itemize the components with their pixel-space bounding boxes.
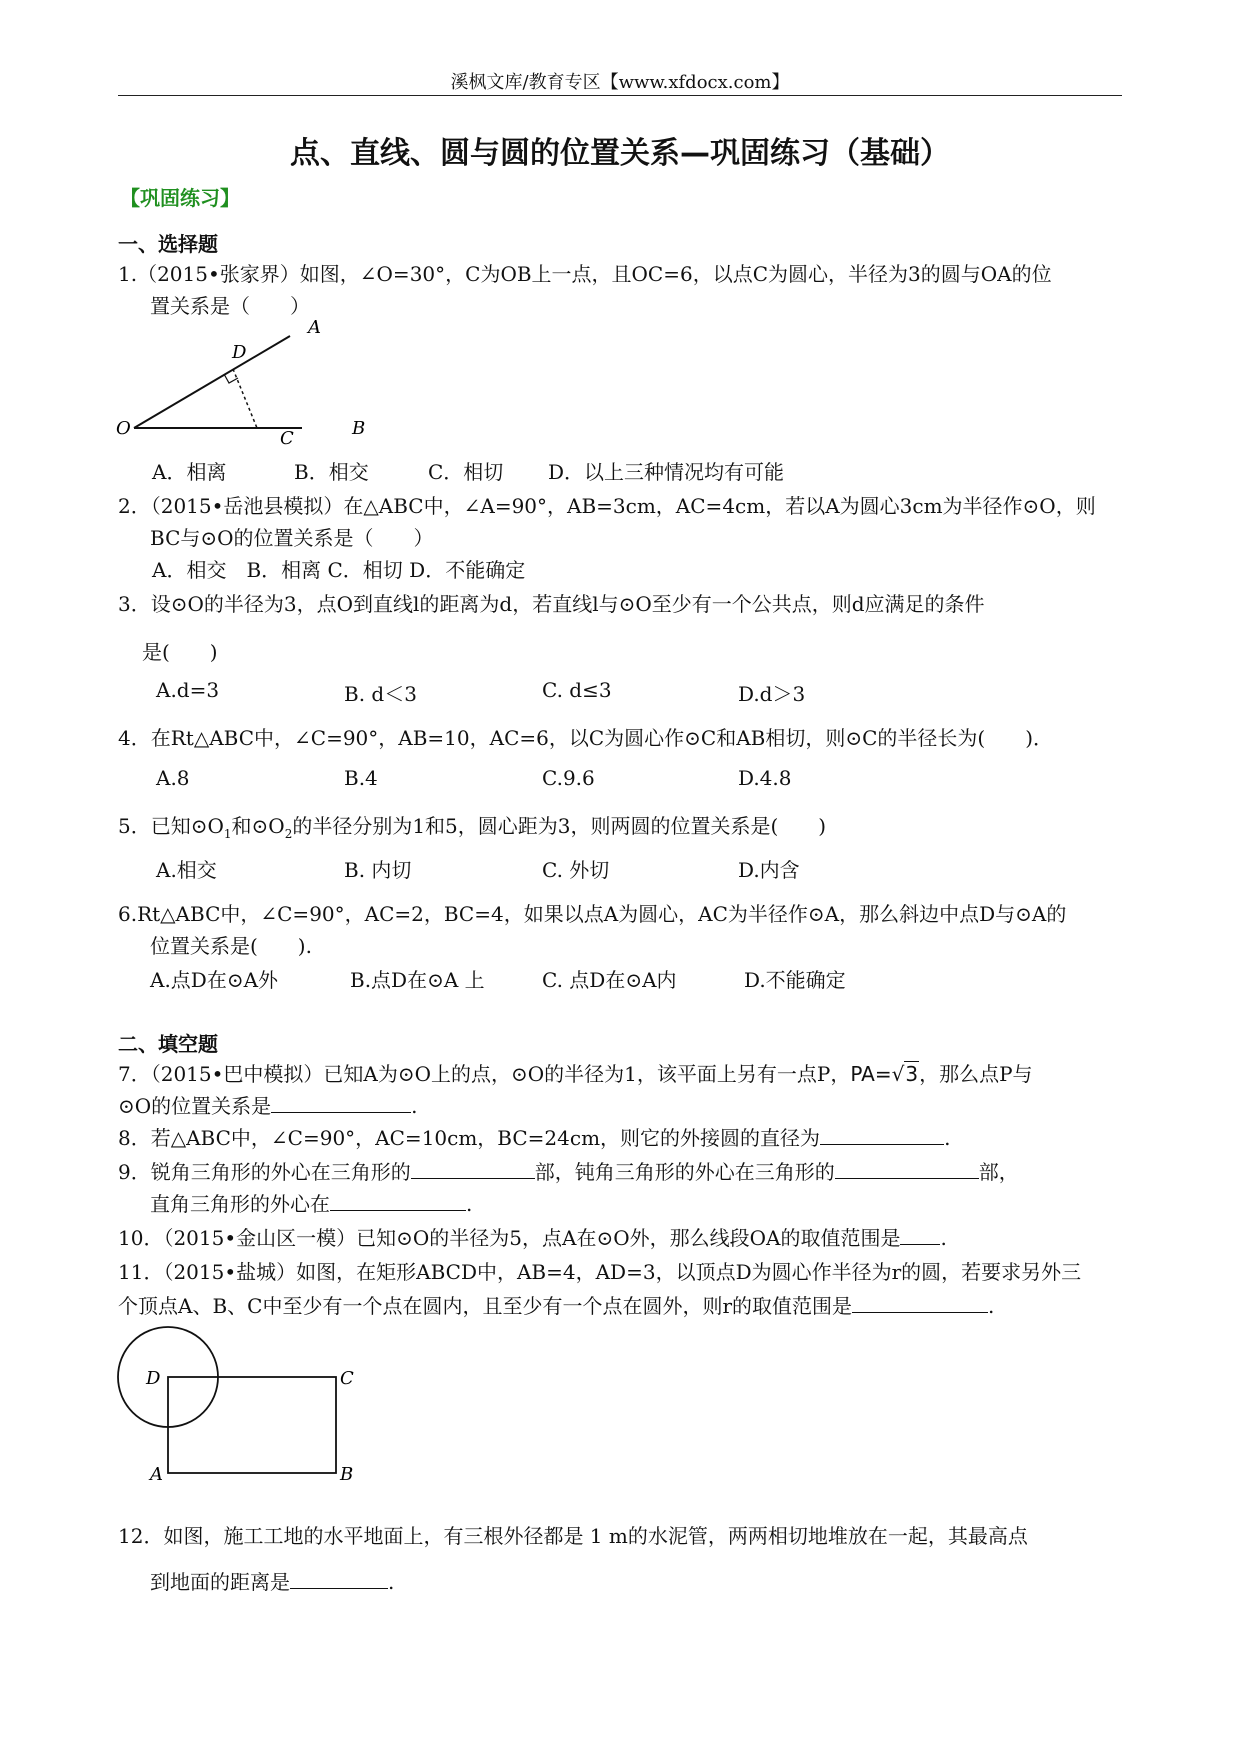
q10-blank[interactable]: [900, 1226, 940, 1245]
q4-line1: 4．在Rt△ABC中，∠C=90°，AB=10，AC=6，以C为圆心作⊙C和AB相切，则⊙C的半径长为( )．: [118, 726, 1054, 750]
header-divider: [118, 95, 1122, 96]
q9-blank-2[interactable]: [835, 1160, 979, 1179]
q4-option-c: C.9.6: [542, 766, 595, 790]
q7-line1: 7．（2015•巴中模拟）已知A为⊙O上的点，⊙O的半径为1，该平面上另有一点P，PA=√3，那么点P与: [118, 1062, 1033, 1086]
q6-option-d: D.不能确定: [744, 968, 846, 992]
q5-option-b: B. 内切: [344, 858, 412, 882]
q3-option-c: C. d≤3: [542, 678, 612, 702]
q4-option-a: A.8: [156, 766, 190, 790]
q6-line1: 6.Rt△ABC中，∠C=90°，AC=2，BC=4，如果以点A为圆心，AC为半径作⊙A，那么斜边中点D与⊙A的: [118, 902, 1067, 926]
q8-blank[interactable]: [820, 1126, 944, 1145]
q3-line2: 是( ): [142, 640, 218, 664]
label-a: A: [150, 1464, 163, 1480]
q9-blank-3[interactable]: [330, 1192, 466, 1211]
q8-line1: 8．若△ABC中，∠C=90°，AC=10cm，BC=24cm，则它的外接圆的直径为 .: [118, 1126, 951, 1150]
q12-line2: 到地面的距离是 .: [150, 1570, 395, 1594]
q4-option-b: B.4: [344, 766, 378, 790]
label-c: C: [340, 1368, 354, 1389]
q1-option-a: A．相离: [152, 460, 227, 484]
label-b: B: [352, 418, 366, 439]
q1-option-c: C．相切: [428, 460, 504, 484]
q3-line1: 3．设⊙O的半径为3，点O到直线l的距离为d，若直线l与⊙O至少有一个公共点，则d应满足的条件: [118, 592, 985, 616]
q1-figure: [112, 310, 382, 445]
q9-line2: 直角三角形的外心在 .: [150, 1192, 473, 1216]
q1-line2: 置关系是（ ）: [150, 294, 310, 318]
document-title: 点、直线、圆与圆的位置关系—巩固练习（基础）: [290, 136, 950, 171]
q6-option-b: B.点D在⊙A 上: [350, 968, 485, 992]
q2-options: A．相交 B．相离 C．相切 D．不能确定: [152, 558, 526, 582]
label-b: B: [340, 1464, 354, 1480]
q11-line2: 个顶点A、B、C中至少有一个点在圆内，且至少有一个点在圆外，则r的取值范围是 .: [118, 1294, 995, 1318]
q2-line1: 2．（2015•岳池县模拟）在△ABC中，∠A=90°，AB=3cm，AC=4cm，若以A为圆心3cm为半径作⊙O，则: [118, 494, 1096, 518]
practice-label: 【巩固练习】: [120, 186, 240, 210]
q11-figure: [112, 1320, 372, 1480]
q5-option-d: D.内含: [738, 858, 800, 882]
q1-line1: 1.（2015•张家界）如图，∠O=30°，C为OB上一点，且OC=6，以点C为圆心，半径为3的圆与OA的位: [118, 262, 1052, 286]
section-multiple-choice: 一、选择题: [118, 232, 218, 256]
q6-line2: 位置关系是( ).: [150, 934, 312, 958]
q1-option-d: D．以上三种情况均有可能: [548, 460, 785, 484]
q6-option-c: C. 点D在⊙A内: [542, 968, 677, 992]
q5-line1: 5．已知$⊙O_1$和$⊙O_2$的半径分别为1和5，圆心距为3，则两圆的位置关系是( ): [118, 814, 827, 841]
q12-line1: 12．如图，施工工地的水平地面上，有三根外径都是 1 m的水泥管，两两相切地堆放在一起，其最高点: [118, 1524, 1028, 1548]
q9-blank-1[interactable]: [411, 1160, 535, 1179]
q7-blank[interactable]: [271, 1094, 411, 1113]
q9-line1: 9．锐角三角形的外心在三角形的 部，钝角三角形的外心在三角形的 部，: [118, 1160, 1019, 1184]
line-oa: [134, 336, 290, 428]
q4-option-d: D.4.8: [738, 766, 792, 790]
q11-line1: 11．（2015•盐城）如图，在矩形ABCD中，AB=4，AD=3，以顶点D为圆心作半径为r的圆，若要求另外三: [118, 1260, 1082, 1284]
label-d: D: [232, 342, 247, 363]
q12-blank[interactable]: [290, 1570, 388, 1589]
q1-option-b: B．相交: [294, 460, 369, 484]
q3-option-a: A.d=3: [156, 678, 220, 702]
q5-option-c: C. 外切: [542, 858, 610, 882]
label-a: A: [308, 317, 321, 338]
q11-blank[interactable]: [852, 1294, 988, 1313]
q3-option-d: D.d＞3: [738, 682, 806, 706]
rectangle-abcd: [168, 1377, 336, 1473]
q7-line2: ⊙O的位置关系是 .: [118, 1094, 418, 1118]
section-fill-in: 二、填空题: [118, 1032, 218, 1056]
q10-line1: 10．（2015•金山区一模）已知⊙O的半径为5，点A在⊙O外，那么线段OA的取值范围是 .: [118, 1226, 947, 1250]
perpendicular-dc: [233, 369, 257, 428]
label-d: D: [146, 1368, 161, 1389]
page-header: 溪枫文库/教育专区【www.xfdocx.com】: [450, 72, 790, 93]
q3-option-b: B. d＜3: [344, 682, 417, 706]
label-c: C: [280, 428, 294, 445]
q5-option-a: A.相交: [156, 858, 217, 882]
q2-line2: BC与⊙O的位置关系是（ ）: [150, 526, 434, 550]
label-o: O: [116, 418, 131, 439]
q6-option-a: A.点D在⊙A外: [150, 968, 279, 992]
sqrt-3-expression: PA=√3: [850, 1062, 919, 1086]
